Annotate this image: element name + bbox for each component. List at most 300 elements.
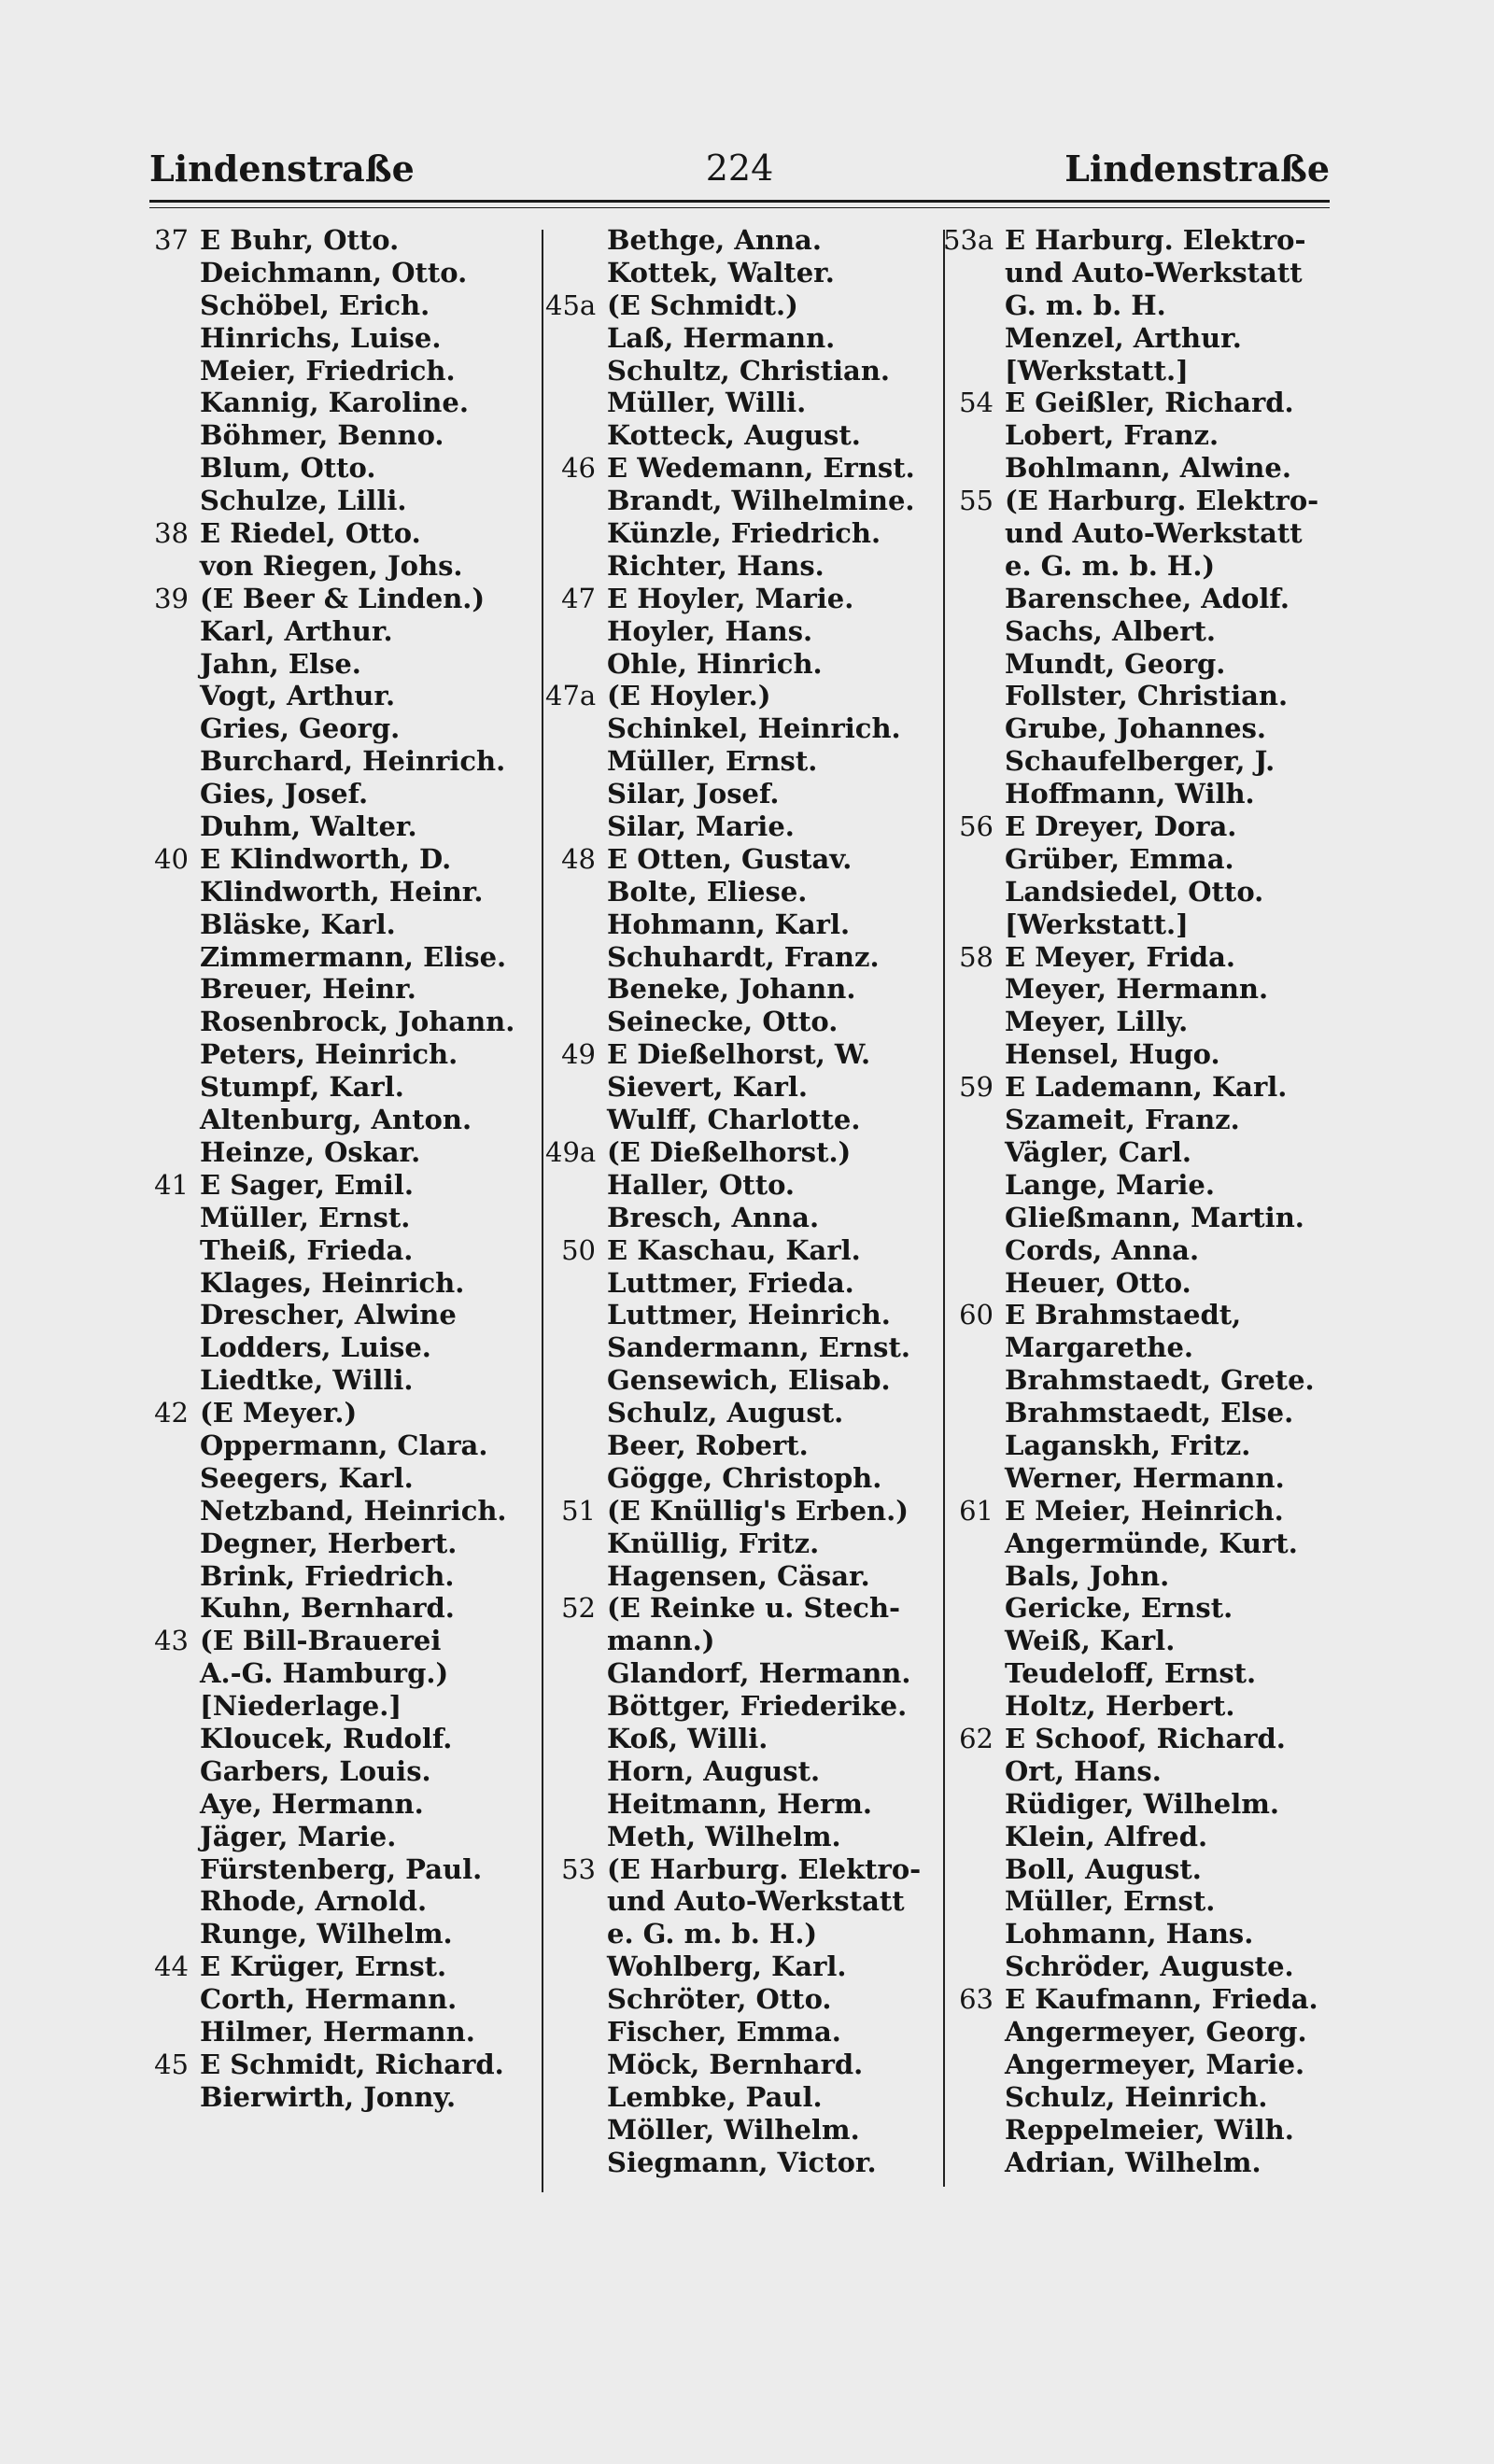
resident-name: Schinkel, Heinrich.	[607, 712, 901, 745]
resident-name: Bethge, Anna.	[607, 224, 822, 256]
entry-row	[943, 1690, 1335, 1723]
resident-name: Rosenbrock, Johann.	[200, 1006, 515, 1038]
entry-row	[545, 517, 941, 550]
resident-name: (E Bill-Brauerei	[200, 1625, 442, 1657]
resident-name: Haller, Otto.	[607, 1168, 796, 1201]
entry-row	[943, 452, 1335, 485]
column-3	[943, 224, 1335, 2178]
resident-name: Adrian, Wilhelm.	[1005, 2146, 1261, 2178]
resident-name: Hensel, Hugo.	[1005, 1038, 1220, 1071]
entry-row	[943, 1625, 1335, 1657]
resident-name: Sievert, Karl.	[607, 1071, 808, 1104]
house-number: 48	[561, 842, 596, 875]
entry-row	[138, 648, 540, 681]
house-number: 53a	[943, 224, 994, 256]
entry-row	[138, 387, 540, 419]
resident-name: Gensewich, Elisab.	[607, 1364, 891, 1397]
resident-name: Meth, Wilhelm.	[607, 1820, 841, 1852]
resident-name: Ohle, Hinrich.	[607, 647, 823, 680]
entry-row	[138, 745, 540, 778]
entry-row	[943, 1006, 1335, 1038]
resident-name: Angermeyer, Georg.	[1005, 2015, 1307, 2048]
resident-name: Margarethe.	[1005, 1331, 1193, 1364]
entry-row	[545, 419, 941, 452]
resident-name: Koß, Willi.	[607, 1722, 768, 1754]
resident-name: Möck, Bernhard.	[607, 2048, 864, 2080]
resident-name: Seegers, Karl.	[200, 1461, 414, 1494]
resident-name: Silar, Josef.	[607, 778, 780, 810]
entry-row	[943, 1038, 1335, 1071]
house-number: 42	[154, 1397, 189, 1429]
resident-name: Oppermann, Clara.	[200, 1429, 488, 1461]
header-street-right: Lindenstraße	[1064, 148, 1330, 190]
resident-name: Cords, Anna.	[1005, 1233, 1200, 1266]
entry-row	[138, 1528, 540, 1560]
entry-row	[138, 1038, 540, 1071]
entry-row	[545, 1397, 941, 1429]
resident-name: (E Schmidt.)	[607, 289, 798, 321]
entry-row	[138, 1462, 540, 1495]
resident-name: Jahn, Else.	[200, 647, 361, 680]
entry-row	[138, 1169, 540, 1202]
entry-row	[138, 1821, 540, 1853]
resident-name: und Auto-Werkstatt	[607, 1885, 905, 1918]
resident-name: Sachs, Albert.	[1005, 614, 1217, 647]
resident-name: [Werkstatt.]	[1005, 354, 1189, 387]
entry-row	[943, 843, 1335, 876]
entry-row	[545, 1950, 941, 1983]
entry-row	[138, 322, 540, 355]
entry-row	[138, 908, 540, 941]
entry-row	[943, 745, 1335, 778]
house-number: 39	[154, 582, 189, 614]
resident-name: Burchard, Heinrich.	[200, 745, 506, 778]
entry-row	[545, 1788, 941, 1821]
entry-row	[138, 712, 540, 745]
resident-name: Luttmer, Frieda.	[607, 1266, 854, 1299]
entry-row	[138, 615, 540, 648]
resident-name: Zimmermann, Elise.	[200, 940, 507, 973]
resident-name: Drescher, Alwine	[200, 1299, 457, 1331]
entry-row	[545, 583, 941, 615]
resident-name: Lembke, Paul.	[607, 2080, 823, 2113]
entry-row	[138, 1657, 540, 1690]
resident-name: Seinecke, Otto.	[607, 1006, 839, 1038]
house-number: 47	[561, 582, 596, 614]
resident-name: Richter, Hans.	[607, 549, 825, 582]
header-street-left: Lindenstraße	[149, 148, 415, 190]
entry-row	[138, 485, 540, 517]
entry-row	[545, 1755, 941, 1788]
resident-name: Holtz, Herbert.	[1005, 1690, 1235, 1723]
entry-row	[545, 1202, 941, 1234]
column-1	[138, 224, 540, 2114]
entry-row	[138, 1397, 540, 1429]
entry-row	[943, 1299, 1335, 1331]
entry-row	[545, 1885, 941, 1918]
resident-name: Teudeloff, Ernst.	[1005, 1657, 1257, 1690]
resident-name: Lobert, Franz.	[1005, 419, 1219, 452]
entry-row	[138, 1983, 540, 2016]
entry-row	[545, 1625, 941, 1657]
entry-row	[138, 1071, 540, 1104]
entry-row	[545, 1560, 941, 1593]
resident-name: Müller, Ernst.	[607, 745, 818, 778]
entry-row	[943, 1592, 1335, 1625]
resident-name: Stumpf, Karl.	[200, 1071, 404, 1104]
resident-name: E Lademann, Karl.	[1005, 1071, 1288, 1104]
resident-name: Fischer, Emma.	[607, 2015, 841, 2048]
resident-name: Kannig, Karoline.	[200, 387, 469, 419]
resident-name: Theiß, Frieda.	[200, 1233, 414, 1266]
resident-name: Bals, John.	[1005, 1559, 1170, 1592]
resident-name: und Auto-Werkstatt	[1005, 256, 1303, 289]
resident-name: Heuer, Otto.	[1005, 1266, 1191, 1299]
resident-name: Netzband, Heinrich.	[200, 1494, 507, 1527]
resident-name: Kuhn, Bernhard.	[200, 1592, 455, 1625]
entry-row	[138, 1560, 540, 1593]
resident-name: Laganskh, Fritz.	[1005, 1429, 1251, 1461]
resident-name: Angermeyer, Marie.	[1005, 2048, 1305, 2080]
resident-name: Garbers, Louis.	[200, 1754, 431, 1787]
entry-row	[545, 778, 941, 810]
resident-name: Bohlmann, Alwine.	[1005, 452, 1291, 485]
entry-row	[943, 289, 1335, 322]
resident-name: (E Dießelhorst.)	[607, 1135, 852, 1168]
resident-name: Sandermann, Ernst.	[607, 1331, 910, 1364]
resident-name: Brink, Friedrich.	[200, 1559, 455, 1592]
resident-name: Schulz, August.	[607, 1397, 844, 1429]
entry-row	[943, 1267, 1335, 1300]
entry-row	[138, 2081, 540, 2114]
resident-name: Peters, Heinrich.	[200, 1038, 458, 1071]
resident-name: Landsiedel, Otto.	[1005, 875, 1264, 908]
resident-name: E Kaschau, Karl.	[607, 1233, 861, 1266]
entry-row	[545, 1267, 941, 1300]
entry-row	[138, 1202, 540, 1234]
entry-row	[138, 1788, 540, 1821]
column-2	[545, 224, 941, 2178]
entry-row	[943, 355, 1335, 387]
entry-row	[943, 517, 1335, 550]
entry-row	[943, 908, 1335, 941]
entry-row	[943, 1983, 1335, 2016]
entry-row	[545, 1690, 941, 1723]
entry-row	[545, 1983, 941, 2016]
entry-row	[943, 712, 1335, 745]
resident-name: Rüdiger, Wilhelm.	[1005, 1787, 1279, 1820]
entry-row	[545, 1331, 941, 1364]
resident-name: Kotteck, August.	[607, 419, 861, 452]
resident-name: E Meyer, Frida.	[1005, 940, 1235, 973]
resident-name: Deichmann, Otto.	[200, 256, 468, 289]
entry-row	[138, 1690, 540, 1723]
entry-row	[138, 1592, 540, 1625]
resident-name: Aye, Hermann.	[200, 1787, 424, 1820]
resident-name: Altenburg, Anton.	[200, 1104, 472, 1136]
resident-name: Gließmann, Martin.	[1005, 1201, 1304, 1233]
entry-row	[545, 452, 941, 485]
resident-name: Runge, Wilhelm.	[200, 1918, 453, 1950]
resident-name: G. m. b. H.	[1005, 289, 1166, 321]
entry-row	[138, 1918, 540, 1950]
resident-name: Wulff, Charlotte.	[607, 1104, 861, 1136]
resident-name: Weiß, Karl.	[1005, 1625, 1176, 1657]
resident-name: E Sager, Emil.	[200, 1168, 414, 1201]
resident-name: Meier, Friedrich.	[200, 354, 456, 387]
house-number: 59	[959, 1071, 994, 1104]
entry-row	[138, 257, 540, 289]
resident-name: Bresch, Anna.	[607, 1201, 820, 1233]
resident-name: und Auto-Werkstatt	[1005, 517, 1303, 550]
resident-name: Klages, Heinrich.	[200, 1266, 465, 1299]
resident-name: E Schoof, Richard.	[1005, 1722, 1286, 1754]
resident-name: E Meier, Heinrich.	[1005, 1494, 1284, 1527]
resident-name: E Klindworth, D.	[200, 842, 452, 875]
resident-name: Angermünde, Kurt.	[1005, 1527, 1298, 1559]
entry-row	[545, 1723, 941, 1755]
entry-row	[138, 1006, 540, 1038]
entry-row	[138, 1299, 540, 1331]
resident-name: Vogt, Arthur.	[200, 680, 396, 712]
entry-row	[943, 1885, 1335, 1918]
entry-row	[138, 1429, 540, 1462]
entry-row	[943, 1169, 1335, 1202]
entry-row	[138, 289, 540, 322]
entry-row	[138, 550, 540, 583]
house-number: 63	[959, 1983, 994, 2016]
entry-row	[943, 322, 1335, 355]
resident-name: Möller, Wilhelm.	[607, 2113, 860, 2146]
entry-row	[943, 1560, 1335, 1593]
resident-name: (E Knüllig's Erben.)	[607, 1494, 909, 1527]
resident-name: Gericke, Ernst.	[1005, 1592, 1233, 1625]
entry-row	[545, 1006, 941, 1038]
entry-row	[943, 1918, 1335, 1950]
resident-name: Meyer, Hermann.	[1005, 973, 1269, 1006]
entry-row	[545, 322, 941, 355]
resident-name: (E Meyer.)	[200, 1397, 358, 1429]
entry-row	[138, 1136, 540, 1169]
resident-name: Grüber, Emma.	[1005, 842, 1234, 875]
resident-name: Schuhardt, Franz.	[607, 940, 880, 973]
entry-row	[138, 1104, 540, 1136]
house-number: 62	[959, 1722, 994, 1754]
resident-name: (E Reinke u. Stech-	[607, 1592, 901, 1625]
house-number: 38	[154, 517, 189, 550]
resident-name: Meyer, Lilly.	[1005, 1006, 1189, 1038]
entry-row	[138, 517, 540, 550]
entry-row	[545, 973, 941, 1006]
entry-row	[545, 2147, 941, 2179]
resident-name: von Riegen, Johs.	[200, 549, 463, 582]
resident-name: Menzel, Arthur.	[1005, 321, 1242, 354]
resident-name: Reppelmeier, Wilh.	[1005, 2113, 1294, 2146]
resident-name: Liedtke, Willi.	[200, 1364, 414, 1397]
resident-name: Müller, Ernst.	[1005, 1885, 1216, 1918]
entry-row	[943, 1071, 1335, 1104]
resident-name: Bierwirth, Jonny.	[200, 2080, 457, 2113]
resident-name: Gries, Georg.	[200, 712, 401, 745]
entry-row	[545, 1592, 941, 1625]
house-number: 61	[959, 1494, 994, 1527]
entry-row	[545, 387, 941, 419]
entry-row	[943, 1821, 1335, 1853]
entry-row	[545, 1104, 941, 1136]
entry-row	[943, 1364, 1335, 1397]
entry-row	[943, 1397, 1335, 1429]
house-number: 56	[959, 810, 994, 843]
resident-name: Grube, Johannes.	[1005, 712, 1267, 745]
entry-row	[943, 1429, 1335, 1462]
entry-row	[943, 485, 1335, 517]
resident-name: E Geißler, Richard.	[1005, 387, 1294, 419]
resident-name: Blum, Otto.	[200, 452, 376, 485]
house-number: 49a	[545, 1135, 597, 1168]
resident-name: E Dreyer, Dora.	[1005, 810, 1237, 843]
resident-name: Schulz, Heinrich.	[1005, 2080, 1268, 2113]
resident-name: e. G. m. b. H.)	[607, 1918, 818, 1950]
entry-row	[545, 1462, 941, 1495]
entry-row	[545, 1429, 941, 1462]
entry-row	[545, 2049, 941, 2081]
resident-name: e. G. m. b. H.)	[1005, 549, 1216, 582]
resident-name: E Schmidt, Richard.	[200, 2048, 504, 2080]
entry-row	[545, 1364, 941, 1397]
entry-row	[943, 1723, 1335, 1755]
entry-row	[138, 2016, 540, 2049]
entry-row	[943, 1788, 1335, 1821]
entry-row	[943, 648, 1335, 681]
house-number: 60	[959, 1299, 994, 1331]
entry-row	[138, 224, 540, 257]
entry-row	[138, 1625, 540, 1657]
resident-name: Bläske, Karl.	[200, 908, 396, 940]
resident-name: Gögge, Christoph.	[607, 1461, 882, 1494]
resident-name: Hohmann, Karl.	[607, 908, 851, 940]
resident-name: Kottek, Walter.	[607, 256, 835, 289]
entry-row	[545, 1657, 941, 1690]
entry-row	[943, 2016, 1335, 2049]
house-number: 58	[959, 940, 994, 973]
entry-row	[943, 1462, 1335, 1495]
resident-name: (E Harburg. Elektro-	[1005, 485, 1319, 517]
entry-row	[943, 1950, 1335, 1983]
resident-name: Lodders, Luise.	[200, 1331, 431, 1364]
entry-row	[138, 941, 540, 974]
house-number: 44	[154, 1950, 189, 1983]
resident-name: Klein, Alfred.	[1005, 1820, 1208, 1852]
entry-row	[138, 1364, 540, 1397]
entry-row	[545, 1299, 941, 1331]
entry-row	[545, 1038, 941, 1071]
resident-name: E Kaufmann, Frieda.	[1005, 1983, 1318, 2016]
resident-name: Hoyler, Hans.	[607, 614, 813, 647]
resident-name: Klindworth, Heinr.	[200, 875, 484, 908]
house-number: 40	[154, 842, 189, 875]
resident-name: E Riedel, Otto.	[200, 517, 421, 550]
header-rule-thick	[149, 200, 1330, 203]
resident-name: Beer, Robert.	[607, 1429, 809, 1461]
entry-row	[138, 1723, 540, 1755]
entry-row	[943, 680, 1335, 712]
resident-name: Hilmer, Hermann.	[200, 2015, 475, 2048]
entry-row	[545, 2114, 941, 2147]
resident-name: Kloucek, Rudolf.	[200, 1722, 453, 1754]
resident-name: (E Beer & Linden.)	[200, 582, 486, 614]
entry-row	[138, 778, 540, 810]
house-number: 45	[154, 2048, 189, 2080]
entry-row	[138, 1950, 540, 1983]
entry-row	[545, 1918, 941, 1950]
resident-name: E Dießelhorst, W.	[607, 1038, 871, 1071]
entry-row	[138, 355, 540, 387]
entry-row	[138, 1885, 540, 1918]
entry-row	[545, 355, 941, 387]
resident-name: Rhode, Arnold.	[200, 1885, 428, 1918]
entry-row	[545, 1528, 941, 1560]
entry-row	[943, 387, 1335, 419]
entry-row	[943, 1234, 1335, 1267]
entry-row	[943, 224, 1335, 257]
entry-row	[943, 2147, 1335, 2179]
entry-row	[545, 1853, 941, 1886]
entry-row	[943, 583, 1335, 615]
resident-name: Fürstenberg, Paul.	[200, 1852, 483, 1885]
resident-name: Heitmann, Herm.	[607, 1787, 873, 1820]
resident-name: Brahmstaedt, Else.	[1005, 1397, 1294, 1429]
house-number: 47a	[545, 680, 597, 712]
entry-row	[943, 810, 1335, 843]
resident-name: A.-G. Hamburg.)	[200, 1657, 449, 1690]
entry-row	[138, 810, 540, 843]
entry-row	[943, 615, 1335, 648]
house-number: 43	[154, 1625, 189, 1657]
resident-name: Hinrichs, Luise.	[200, 321, 442, 354]
house-number: 37	[154, 224, 189, 256]
page-number: 224	[705, 148, 774, 189]
resident-name: Beneke, Johann.	[607, 973, 856, 1006]
entry-row	[138, 2049, 540, 2081]
entry-row	[943, 1104, 1335, 1136]
resident-name: Corth, Hermann.	[200, 1983, 458, 2016]
resident-name: Hoffmann, Wilh.	[1005, 778, 1255, 810]
resident-name: Lohmann, Hans.	[1005, 1918, 1254, 1950]
entry-row	[545, 615, 941, 648]
resident-name: Müller, Ernst.	[200, 1201, 411, 1233]
entry-row	[545, 485, 941, 517]
resident-name: E Harburg. Elektro-	[1005, 224, 1306, 256]
entry-row	[138, 452, 540, 485]
house-number: 41	[154, 1168, 189, 1201]
entry-row	[545, 908, 941, 941]
resident-name: Schaufelberger, J.	[1005, 745, 1276, 778]
entry-row	[545, 876, 941, 908]
resident-name: Szameit, Franz.	[1005, 1104, 1240, 1136]
resident-name: Silar, Marie.	[607, 810, 795, 843]
resident-name: Böhmer, Benno.	[200, 419, 444, 452]
page-header	[149, 148, 1330, 194]
entry-row	[943, 1657, 1335, 1690]
entry-row	[138, 973, 540, 1006]
resident-name: mann.)	[607, 1625, 715, 1657]
entry-row	[138, 876, 540, 908]
resident-name: Lange, Marie.	[1005, 1168, 1215, 1201]
entry-row	[545, 680, 941, 712]
resident-name: E Krüger, Ernst.	[200, 1950, 447, 1983]
entry-row	[943, 419, 1335, 452]
resident-name: Luttmer, Heinrich.	[607, 1299, 891, 1331]
